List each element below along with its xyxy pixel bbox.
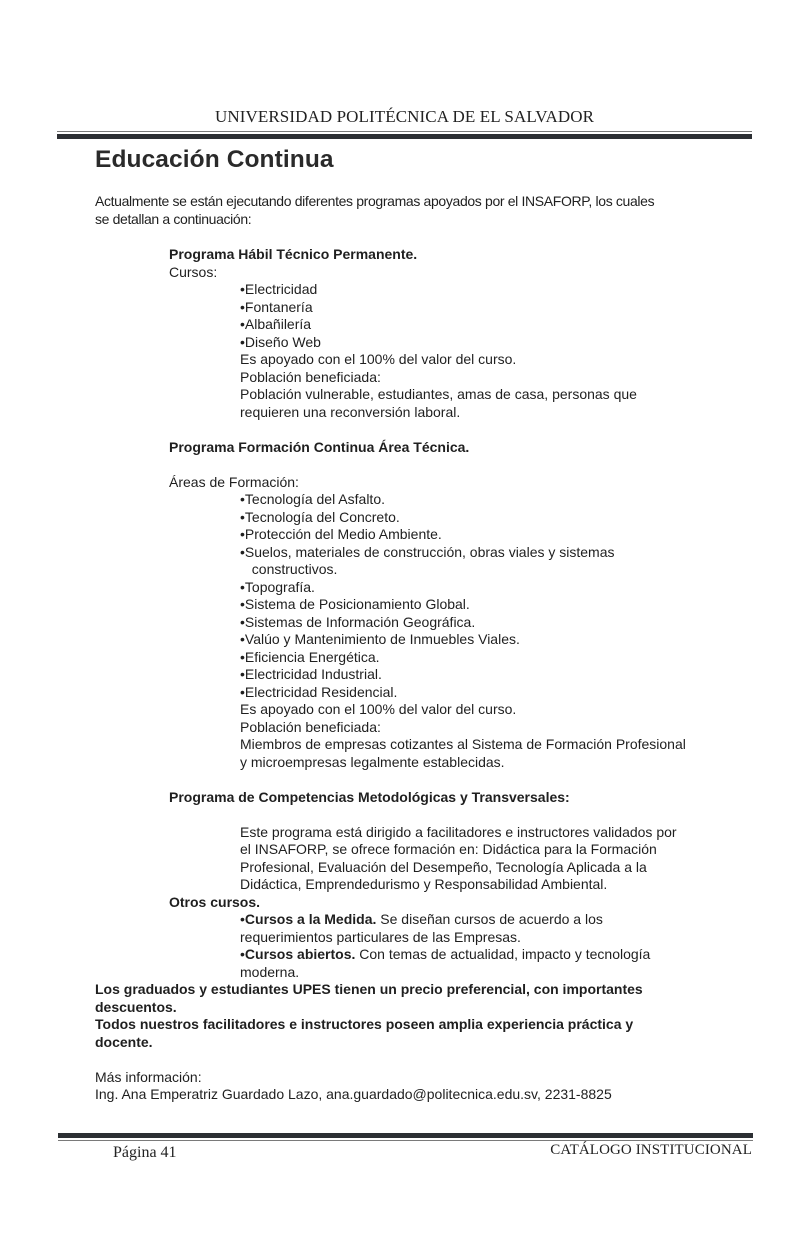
notes [95,981,760,1051]
program-description: Profesional, Evaluación del Desempeño, Tecnología Aplicada a la [240,858,647,875]
program-description: Este programa está dirigido a facilitadores e instructores validados por [240,823,677,840]
catalog-label: CATÁLOGO INSTITUCIONAL [550,1142,752,1158]
page-number: Página 41 [113,1144,177,1161]
area-item: •Electricidad Industrial. [240,666,382,682]
running-header: UNIVERSIDAD POLITÉCNICA DE EL SALVADOR [214,107,595,126]
program-title: Programa Formación Continua Área Técnica. [169,438,470,455]
area-item: •Protección del Medio Ambiente. [240,526,442,542]
areas-label: Áreas de Formación: [169,473,299,490]
population-text: Miembros de empresas cotizantes al Sistema de Formación Profesional [240,736,686,752]
other-course-item [95,946,760,964]
population-text: Población vulnerable, estudiantes, amas de casa, personas que [240,386,637,402]
area-item: •Sistema de Posicionamiento Global. [240,596,470,612]
page-title: Educación Continua [95,146,334,173]
population-label: Población beneficiada: [240,368,381,385]
area-item: •Valúo y Mantenimiento de Inmuebles Viales. [240,631,520,647]
course-text: Se diseñan cursos de acuerdo a los [376,911,603,927]
contact-info [95,1069,760,1104]
area-item: •Suelos, materiales de construcción, obras viales y sistemas [240,543,615,560]
page-content [95,145,760,1104]
note-line: Todos nuestros facilitadores e instructores poseen amplia experiencia práctica y [95,1016,634,1032]
population-text: requieren una reconversión laboral. [240,403,461,420]
program-habil-tecnico [95,246,760,421]
population-label: Población beneficiada: [240,718,381,735]
spacer [95,1051,760,1069]
program-formacion-continua [95,439,760,772]
intro-paragraph [95,193,760,228]
spacer [95,421,760,439]
support-text: Es apoyado con el 100% del valor del curso. [240,351,517,367]
area-item-continuation: constructivos. [244,561,338,577]
course-name: Cursos abiertos. [244,946,356,962]
course-item: •Fontanería [240,298,313,315]
bullet: • [240,911,245,927]
note-line: docente. [95,1033,153,1050]
program-title: Programa de Competencias Metodológicas y Transversales: [169,788,570,805]
contact-label: Más información: [95,1068,202,1085]
intro-line: se detallan a continuación: [95,210,252,227]
header-rule-thin [57,131,752,132]
course-item: •Diseño Web [240,333,321,350]
spacer [95,771,760,789]
intro-line: Actualmente se están ejecutando diferentes programas apoyados por el INSAFORP, los cuales [95,193,655,209]
course-name: Cursos a la Medida. [244,911,377,927]
other-courses-title: Otros cursos. [169,893,261,910]
area-item: •Electricidad Residencial. [240,683,398,700]
program-description: el INSAFORP, se ofrece formación en: Didáctica para la Formación [240,841,657,857]
footer-rule-thick [58,1133,753,1138]
other-course-item [95,911,760,929]
support-text: Es apoyado con el 100% del valor del curso. [240,701,517,717]
population-text: y microempresas legalmente establecidas. [240,753,505,770]
contact-details: Ing. Ana Emperatriz Guardado Lazo, ana.guardado@politecnica.edu.sv, 2231-8825 [95,1086,612,1102]
other-course-continuation: moderna. [240,963,300,980]
area-item: •Tecnología del Asfalto. [240,491,385,507]
course-item: •Electricidad [240,281,318,297]
program-competencias [95,789,760,894]
program-description: Didáctica, Emprendedurismo y Responsabilidad Ambiental. [240,876,608,892]
other-course-continuation: requerimientos particulares de las Empresas. [240,928,521,945]
note-line: Los graduados y estudiantes UPES tienen un precio preferencial, con importantes [95,981,643,997]
area-item: •Sistemas de Información Geográfica. [240,613,476,630]
area-item: •Eficiencia Energética. [240,648,380,665]
area-item: •Tecnología del Concreto. [240,508,400,525]
other-courses [95,894,760,982]
course-text: Con temas de actualidad, impacto y tecnología [355,946,651,962]
header-rule-thick [57,134,752,139]
spacer [95,806,760,824]
bullet: • [240,946,245,962]
spacer [95,456,760,474]
courses-label: Cursos: [169,263,218,280]
program-title: Programa Hábil Técnico Permanente. [169,246,418,262]
footer-rule-thin [58,1140,753,1141]
note-line: descuentos. [95,998,177,1015]
course-item: •Albañilería [240,316,312,332]
area-item: •Topografía. [240,578,315,595]
